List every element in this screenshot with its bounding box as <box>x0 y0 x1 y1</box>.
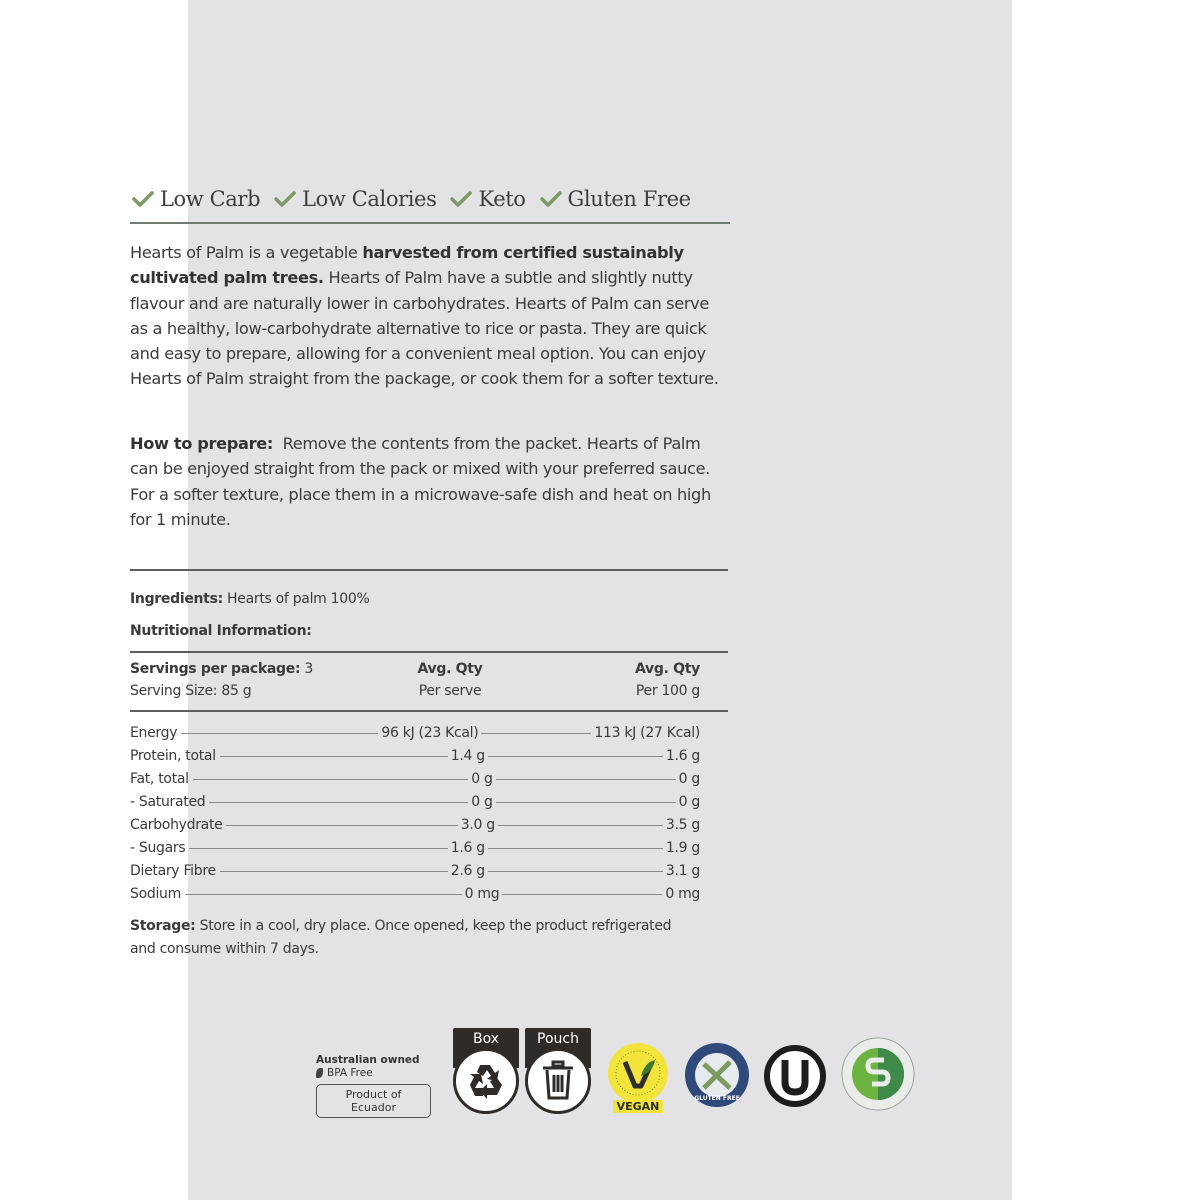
leaf-icon <box>316 1068 323 1078</box>
svg-text:GLUTEN FREE: GLUTEN FREE <box>694 1095 740 1102</box>
nutrition-row: Dietary Fibre 2.6 g 3.1 g <box>130 862 700 879</box>
check-icon <box>132 190 154 208</box>
nutrition-top-rule <box>130 651 728 653</box>
recycle-box-badge: Box <box>453 1028 519 1116</box>
col-per-100g-sub: Per 100 g <box>635 683 700 699</box>
check-icon <box>450 190 472 208</box>
nutrition-row: Sodium 0 mg 0 mg <box>130 885 700 902</box>
product-description: Hearts of Palm is a vegetable harvested from certified sustainably cultivated palm trees. Hearts of Palm have a subtle and slightly nutty flavour and are naturally lower in carbohydrates. Hearts of Palm can serve as a healthy, low-carbohydrate alternative to rice or pasta. They are quick and easy to prepare, allowing for a convenient meal option. You can enjoy Hearts of Palm straight from the package, or cook them for a softer texture. <box>130 243 719 389</box>
col-per-serve-sub: Per serve <box>418 683 482 699</box>
claim-keto: Keto <box>450 187 525 211</box>
nutrition-header-rule <box>130 710 728 712</box>
claims-row <box>130 182 730 224</box>
check-icon <box>274 190 296 208</box>
vegan-label: VEGAN <box>613 1100 664 1113</box>
claim-gluten-free: Gluten Free <box>540 187 691 211</box>
storage-label: Storage: <box>130 918 196 934</box>
servings-label: Servings per package: <box>130 661 301 677</box>
check-icon <box>540 190 562 208</box>
v-label-icon <box>607 1042 669 1104</box>
nutrition-row: - Sugars 1.6 g 1.9 g <box>130 839 700 856</box>
gluten-free-logo <box>684 1042 750 1108</box>
crossed-grain-icon <box>684 1042 750 1108</box>
servings-value: 3 <box>300 661 314 677</box>
nutrition-row: - Saturated 0 g 0 g <box>130 793 700 810</box>
kosher-logo <box>763 1044 827 1108</box>
claim-low-carb: Low Carb <box>132 187 260 211</box>
nutrition-header <box>130 658 700 704</box>
recycle-icon <box>464 1059 508 1103</box>
nutrition-row: Carbohydrate 3.0 g 3.5 g <box>130 816 700 833</box>
nutrition-row: Protein, total 1.4 g 1.6 g <box>130 747 700 764</box>
vegan-logo <box>606 1036 670 1118</box>
col-per-100g-head: Avg. Qty <box>635 661 700 677</box>
product-origin-badge: Product of Ecuador <box>316 1084 431 1118</box>
serving-size: Serving Size: 85 g <box>130 683 252 699</box>
bpa-free: BPA Free <box>327 1067 373 1079</box>
ingredients-label: Ingredients: <box>130 591 223 607</box>
trash-bin-icon <box>538 1060 578 1102</box>
nutrition-table <box>130 721 700 905</box>
prepare-label: How to prepare: <box>130 434 273 453</box>
claim-low-calories: Low Calories <box>274 187 436 211</box>
description-highlight: harvested from certified sustainably cultivated palm trees. <box>130 243 684 288</box>
ingredients: Ingredients: Hearts of palm 100% <box>130 591 370 607</box>
preparation-instructions: How to prepare: Remove the contents from the packet. Hearts of Palm can be enjoyed straight from the pack or mixed with your preferred sauce. For a softer texture, place them in a microwave-safe dish and heat on high for 1 minute. <box>130 434 716 529</box>
storage-instructions: Storage: Store in a cool, dry place. Once opened, keep the product refrigerated and consume within 7 days. <box>130 918 672 957</box>
recycle-pouch-badge: Pouch <box>525 1028 591 1116</box>
australian-owned: Australian owned <box>316 1054 420 1066</box>
col-per-serve-head: Avg. Qty <box>417 661 483 677</box>
fodmap-friendly-logo <box>840 1036 916 1112</box>
nutrition-row: Fat, total 0 g 0 g <box>130 770 700 787</box>
fodmap-icon <box>840 1036 916 1112</box>
ou-kosher-icon <box>763 1044 827 1108</box>
section-divider <box>130 569 728 571</box>
nutrition-row: Energy 96 kJ (23 Kcal) 113 kJ (27 Kcal) <box>130 724 700 741</box>
origin-block <box>316 1054 431 1118</box>
nutrition-title: Nutritional Information: <box>130 623 312 639</box>
